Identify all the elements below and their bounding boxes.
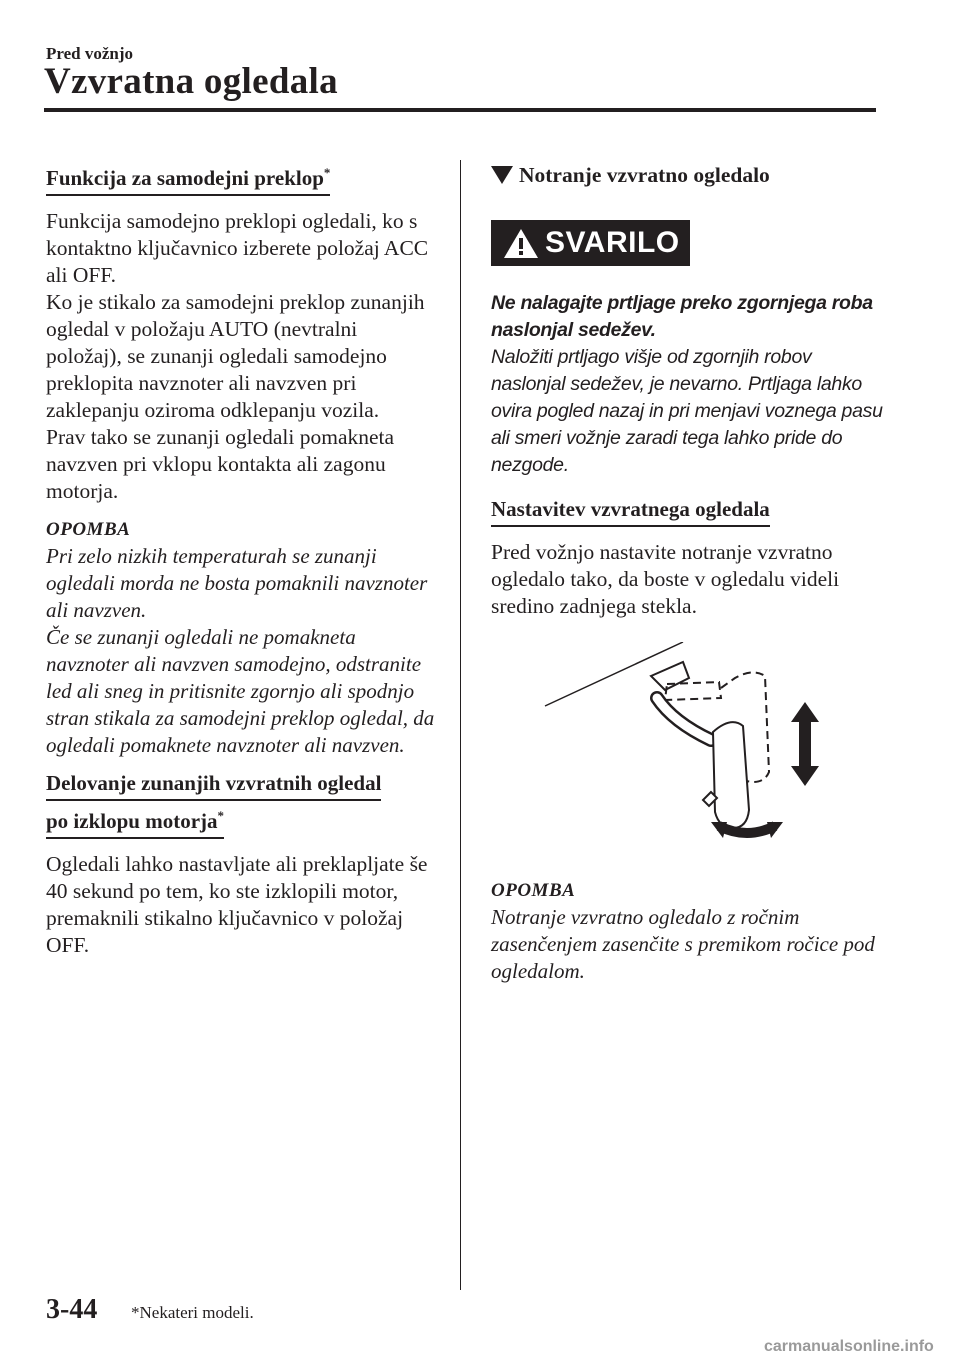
note-line-2: Če se zunanji ogledali ne pomakneta navznoter ali navzven samodejno, odstranite led ali sneg in pritisnite zgornjo ali spodnjo stran stikala za samodejni preklop ogledal, da ogledali pomaknete navznoter ali navzven. (46, 625, 435, 757)
triangle-bullet-icon (491, 166, 513, 184)
fold-paragraph-3: Prav tako se zunanji ogledali pomakneta navzven pri vklopu kontakta ali zagonu motorja. (46, 425, 395, 503)
warning-badge: SVARILO (491, 220, 690, 266)
left-column (46, 158, 438, 959)
operate-text: Ogledali lahko nastavljate ali preklapljate še 40 sekund po tem, ko ste izklopili motor, premaknili stikalno ključavnico v položaj OFF. (46, 852, 428, 957)
note-line-1: Pri zelo nizkih temperaturah se zunanji ogledali morda ne bosta pomaknili navznoter ali navzven. (46, 544, 428, 622)
warning-text: Naložiti prtljago višje od zgornjih robov naslonjal sedežev, je nevarno. Prtljaga lahko ovira pogled nazaj in pri menjavi voznega pasu ali smeri vožnje zaradi tega lahko pride do nezgode. (491, 346, 883, 476)
fold-paragraph-1: Funkcija samodejno preklopi ogledali, ko s kontaktno ključavnico izberete položaj ACC ali OFF. (46, 209, 429, 287)
header-section-label: Pred vožnjo (46, 44, 134, 63)
right-column (491, 160, 883, 985)
note-label: OPOMBA (46, 519, 131, 540)
operate-heading-line2: po izklopu motorja* (46, 801, 224, 839)
warning-bold-text: Ne nalagajte prtljage preko zgornjega roba naslonjal sedežev. (491, 292, 873, 341)
adjust-heading: Nastavitev vzvratnega ogledala (491, 495, 770, 527)
right-note-text: Notranje vzvratno ogledalo z ročnim zasenčenjem zasenčite s premikom ročice pod ogledalom. (491, 905, 875, 983)
rearview-mirror-illustration (543, 642, 843, 852)
adjust-text: Pred vožnjo nastavite notranje vzvratno ogledalo tako, da boste v ogledalu videli sredino zadnjega stekla. (491, 540, 840, 618)
column-divider (460, 160, 461, 1290)
fold-paragraph-2: Ko je stikalo za samodejni preklop zunanjih ogledal v položaju AUTO (nevtralni položaj), se zunanji ogledali samodejno preklopita navznoter ali navzven pri zaklepanju oziroma odklepanju vozila. (46, 290, 425, 422)
fold-heading: Funkcija za samodejni preklop* (46, 158, 330, 196)
operate-heading-line1: Delovanje zunanjih vzvratnih ogledal (46, 769, 381, 801)
page-title: Vzvratna ogledala (44, 61, 338, 102)
warning-triangle-icon (503, 227, 539, 259)
watermark: carmanualsonline.info (764, 1338, 934, 1355)
footnote: *Nekateri modeli. (131, 1303, 254, 1322)
header-rule (44, 108, 876, 112)
right-note-label: OPOMBA (491, 880, 576, 901)
page-number: 3-44 (46, 1294, 98, 1325)
section-heading: Notranje vzvratno ogledalo (491, 160, 883, 190)
